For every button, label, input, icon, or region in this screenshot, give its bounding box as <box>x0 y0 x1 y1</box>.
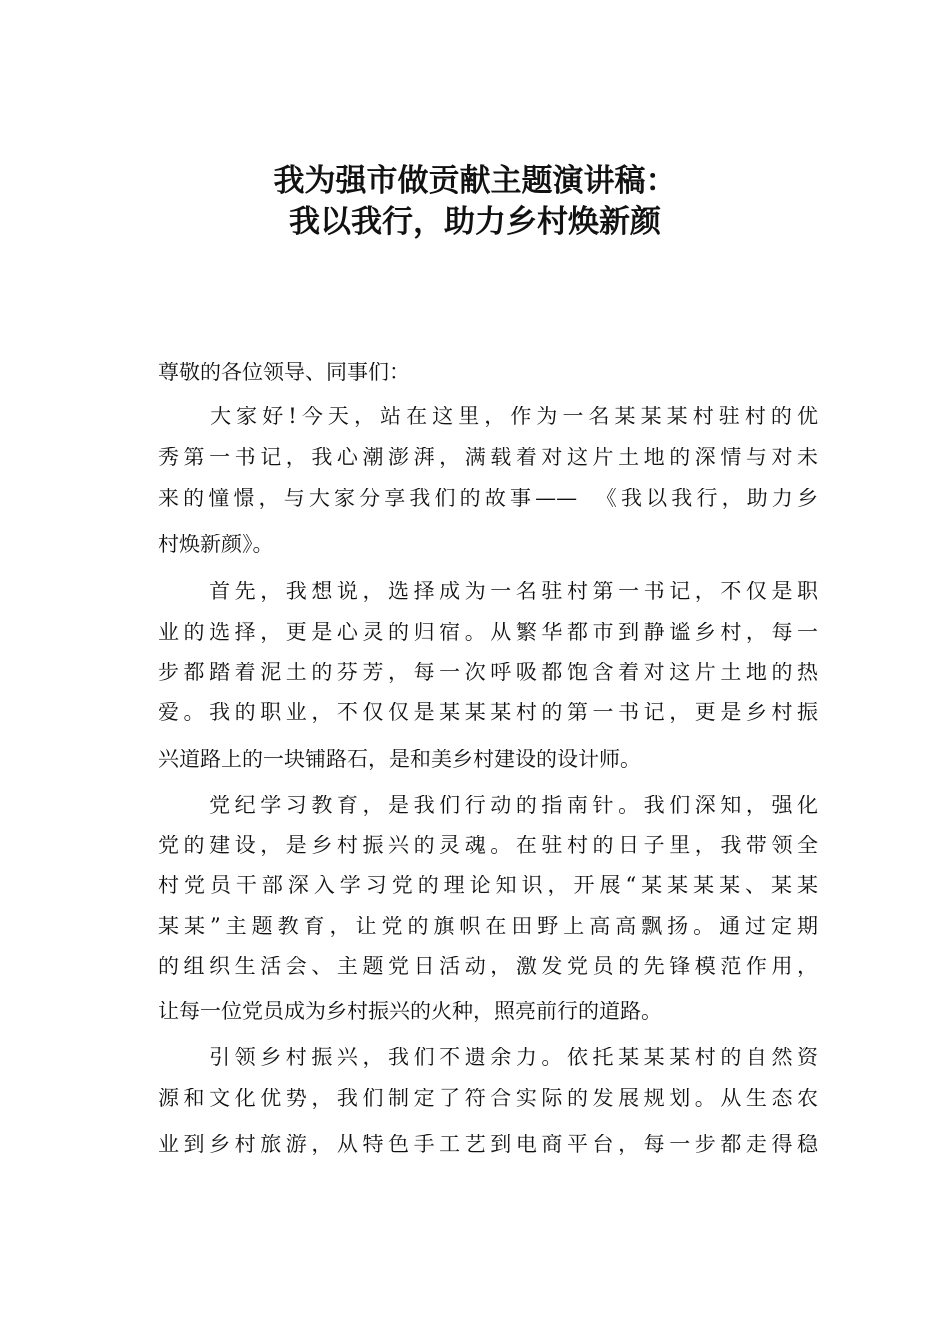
body-line: 党的建设，是乡村振兴的灵魂。在驻村的日子里，我带领全 <box>158 835 818 856</box>
body-line: 某某”主题教育，让党的旗帜在田野上高高飘扬。通过定期 <box>158 916 818 937</box>
body-line: 源和文化优势，我们制定了符合实际的发展规划。从生态农 <box>158 1088 818 1109</box>
body-line: 大家好!今天，站在这里，作为一名某某某村驻村的优 <box>158 406 818 427</box>
body-line: 的组织生活会、主题党日活动，激发党员的先锋模范作用， <box>158 956 818 977</box>
document-title-line-1: 我为强市做贡献主题演讲稿： <box>273 163 677 199</box>
salutation-line: 尊敬的各位领导、同事们： <box>158 362 410 383</box>
body-line: 引领乡村振兴，我们不遗余力。依托某某某村的自然资 <box>158 1047 818 1068</box>
body-line: 爱。我的职业，不仅仅是某某某村的第一书记，更是乡村振 <box>158 702 818 723</box>
body-line: 业的选择，更是心灵的归宿。从繁华都市到静谧乡村，每一 <box>158 622 818 643</box>
document-title-line-2: 我以我行，助力乡村焕新颜 <box>289 204 661 240</box>
body-line: 首先，我想说，选择成为一名驻村第一书记，不仅是职 <box>158 581 818 602</box>
body-line: 业到乡村旅游，从特色手工艺到电商平台，每一步都走得稳 <box>158 1134 818 1155</box>
body-line: 村焕新颜》。 <box>158 534 274 555</box>
body-line: 党纪学习教育，是我们行动的指南针。我们深知，强化 <box>158 795 818 816</box>
body-line: 兴道路上的一块铺路石，是和美乡村建设的设计师。 <box>158 749 641 770</box>
body-line: 来的憧憬，与大家分享我们的故事—— 《我以我行，助力乡 <box>158 488 818 509</box>
body-line: 让每一位党员成为乡村振兴的火种，照亮前行的道路。 <box>158 1001 662 1022</box>
body-line: 秀第一书记，我心潮澎湃，满载着对这片土地的深情与对未 <box>158 447 818 468</box>
body-line: 村党员干部深入学习党的理论知识，开展“某某某某、某某 <box>158 875 818 896</box>
body-line: 步都踏着泥土的芬芳，每一次呼吸都饱含着对这片土地的热 <box>158 662 818 683</box>
